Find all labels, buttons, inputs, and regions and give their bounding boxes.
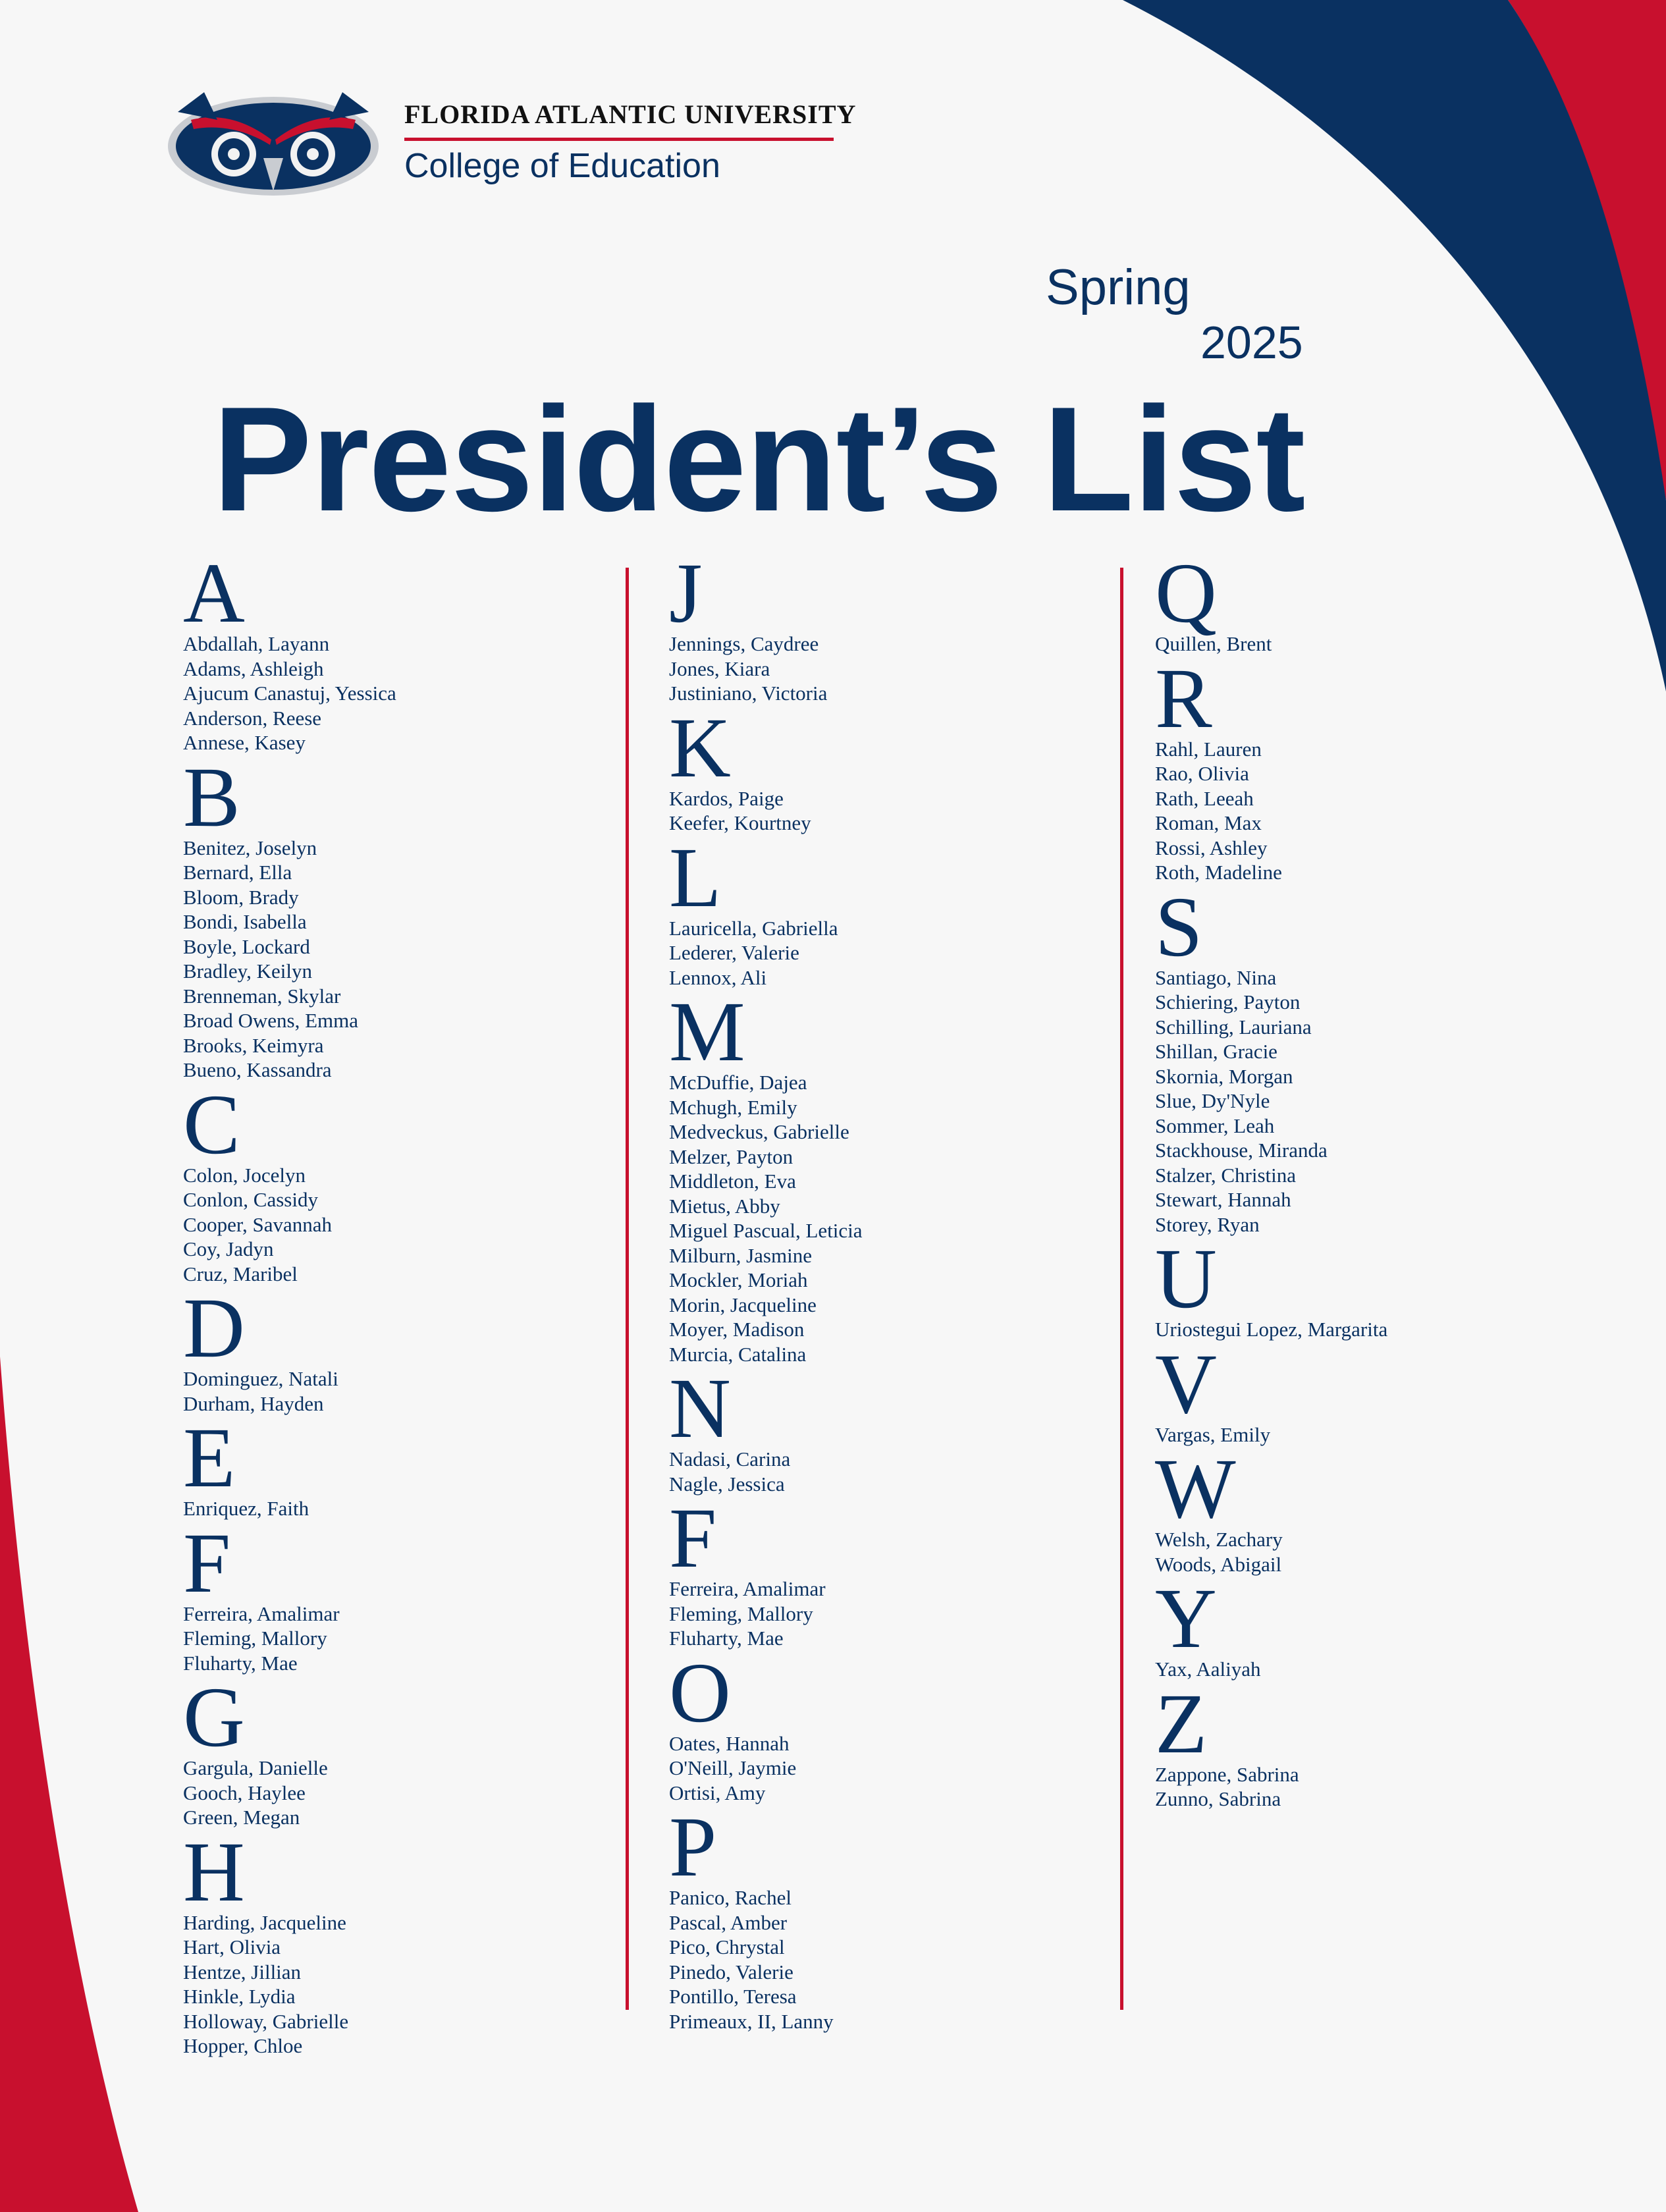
name-list: [669, 1885, 863, 2034]
student-name: Dominguez, Natali: [183, 1367, 338, 1390]
names-column-1: [183, 546, 396, 2064]
section-letter: V: [1155, 1336, 1217, 1432]
section-letter: M: [669, 985, 745, 1079]
student-name: Santiago, Nina: [1155, 965, 1277, 989]
name-list: [183, 632, 396, 755]
name-list: [669, 632, 863, 706]
student-name: Brenneman, Skylar: [183, 984, 341, 1008]
student-name: Boyle, Lockard: [183, 934, 310, 958]
section-letter: B: [183, 749, 240, 845]
student-name: Gargula, Danielle: [183, 1756, 328, 1779]
section-letter: D: [183, 1281, 245, 1376]
student-name: Quillen, Brent: [1155, 632, 1272, 655]
header-divider: [404, 138, 834, 141]
student-name: Ferreira, Amalimar: [669, 1577, 826, 1600]
student-name: Pontillo, Teresa: [669, 1985, 797, 2008]
student-name: Green, Megan: [183, 1806, 300, 1829]
student-name: Kardos, Paige: [669, 786, 784, 810]
student-name: Nadasi, Carina: [669, 1447, 791, 1470]
student-name: Fleming, Mallory: [183, 1627, 327, 1650]
letter-group: [1155, 651, 1387, 885]
student-name: Fluharty, Mae: [669, 1627, 784, 1650]
student-name: Holloway, Gabrielle: [183, 2009, 349, 2033]
student-name: Shillan, Gracie: [1155, 1040, 1277, 1063]
student-name: Bloom, Brady: [183, 885, 299, 909]
college-name: College of Education: [404, 147, 720, 185]
student-name: Roman, Max: [1155, 811, 1262, 834]
student-name: Jennings, Caydree: [669, 632, 819, 655]
letter-group: [1155, 1231, 1388, 1342]
term-year: 2025: [1200, 317, 1303, 368]
section-letter: Q: [1155, 546, 1217, 641]
student-name: Zunno, Sabrina: [1155, 1787, 1281, 1810]
student-name: Panico, Rachel: [669, 1886, 792, 1909]
student-name: Medveckus, Gabrielle: [669, 1120, 849, 1143]
student-name: Nagle, Jessica: [669, 1472, 785, 1496]
student-name: Sommer, Leah: [1155, 1114, 1275, 1137]
student-name: Schilling, Lauriana: [1155, 1015, 1312, 1039]
letter-group: [1155, 1676, 1387, 1812]
student-name: Broad Owens, Emma: [183, 1009, 359, 1032]
column-divider-1: [626, 568, 629, 2010]
student-name: Ajucum Canastuj, Yessica: [183, 682, 396, 705]
student-name: Mockler, Moriah: [669, 1268, 808, 1291]
student-name: Annese, Kasey: [183, 731, 306, 754]
letter-group: [1155, 879, 1387, 1237]
letter-group: [183, 749, 396, 1083]
student-name: Vargas, Emily: [1155, 1422, 1271, 1446]
section-letter: U: [1155, 1231, 1217, 1326]
letter-group: [669, 1645, 863, 1806]
student-name: Brooks, Keimyra: [183, 1033, 324, 1057]
student-name: Stackhouse, Miranda: [1155, 1139, 1328, 1162]
letter-group: [669, 1361, 863, 1496]
student-name: Rath, Leeah: [1155, 786, 1254, 810]
student-name: Conlon, Cassidy: [183, 1188, 318, 1211]
student-name: Fleming, Mallory: [669, 1602, 813, 1625]
student-name: O'Neill, Jaymie: [669, 1756, 797, 1779]
name-list: [183, 1910, 396, 2059]
letter-group: [669, 700, 863, 836]
student-name: Schiering, Payton: [1155, 990, 1301, 1013]
student-name: Slue, Dy'Nyle: [1155, 1089, 1270, 1112]
student-name: Miguel Pascual, Leticia: [669, 1219, 863, 1242]
student-name: Rao, Olivia: [1155, 762, 1249, 785]
section-letter: W: [1155, 1442, 1236, 1536]
student-name: Gooch, Haylee: [183, 1781, 306, 1804]
section-letter: L: [669, 830, 722, 925]
section-letter: N: [669, 1361, 731, 1456]
letter-group: [183, 1411, 396, 1521]
student-name: Jones, Kiara: [669, 657, 770, 680]
student-name: Hinkle, Lydia: [183, 1985, 296, 2008]
student-name: Pinedo, Valerie: [669, 1960, 793, 1983]
name-list: [1155, 737, 1387, 885]
column-divider-2: [1120, 568, 1123, 2010]
student-name: Pascal, Amber: [669, 1910, 788, 1934]
student-name: Lederer, Valerie: [669, 941, 799, 964]
student-name: Stewart, Hannah: [1155, 1188, 1291, 1211]
student-name: Woods, Abigail: [1155, 1552, 1282, 1576]
section-letter: G: [183, 1670, 245, 1765]
student-name: Morin, Jacqueline: [669, 1293, 817, 1316]
name-list: [1155, 1527, 1387, 1577]
section-letter: R: [1155, 651, 1212, 746]
student-name: Bradley, Keilyn: [183, 959, 312, 983]
section-letter: S: [1155, 879, 1203, 975]
name-list: [669, 1070, 863, 1366]
student-name: Yax, Aaliyah: [1155, 1658, 1261, 1681]
student-name: Roth, Madeline: [1155, 861, 1282, 884]
student-name: Skornia, Morgan: [1155, 1064, 1293, 1088]
student-name: Colon, Jocelyn: [183, 1163, 306, 1187]
name-list: [669, 1447, 863, 1496]
letter-group: [1155, 546, 1387, 657]
section-letter: Y: [1155, 1571, 1217, 1666]
student-name: Durham, Hayden: [183, 1391, 324, 1415]
student-name: Uriostegui Lopez, Margarita: [1155, 1318, 1388, 1341]
section-letter: K: [669, 700, 731, 796]
student-name: Cooper, Savannah: [183, 1212, 333, 1236]
section-letter: F: [669, 1491, 717, 1586]
letter-group: [669, 1800, 863, 2034]
letter-group: [669, 830, 863, 990]
name-list: [1155, 965, 1387, 1237]
student-name: Abdallah, Layann: [183, 632, 330, 655]
student-name: Rossi, Ashley: [1155, 836, 1268, 859]
student-name: Benitez, Joselyn: [183, 836, 317, 859]
student-name: Rahl, Lauren: [1155, 737, 1262, 761]
student-name: Ferreira, Amalimar: [183, 1602, 340, 1625]
student-name: Bernard, Ella: [183, 861, 292, 884]
student-name: Hart, Olivia: [183, 1935, 281, 1958]
term-season: Spring: [1046, 259, 1191, 315]
student-name: Middleton, Eva: [669, 1170, 796, 1193]
student-name: Anderson, Reese: [183, 706, 322, 730]
student-name: Mietus, Abby: [669, 1194, 780, 1218]
owl-head-logo: [165, 86, 382, 211]
student-name: Ortisi, Amy: [669, 1781, 766, 1804]
name-list: [669, 1577, 863, 1651]
letter-group: [183, 1281, 396, 1416]
student-name: Primeaux, II, Lanny: [669, 2009, 834, 2033]
student-name: Oates, Hannah: [669, 1731, 790, 1755]
letter-group: [669, 546, 863, 706]
letter-group: [183, 1670, 396, 1830]
student-name: Milburn, Jasmine: [669, 1243, 812, 1267]
student-name: Bondi, Isabella: [183, 910, 307, 933]
student-name: Lauricella, Gabriella: [669, 916, 838, 940]
letter-group: [183, 1515, 396, 1676]
student-name: Harding, Jacqueline: [183, 1910, 346, 1934]
student-name: Welsh, Zachary: [1155, 1528, 1283, 1551]
student-name: Hopper, Chloe: [183, 2034, 303, 2057]
student-name: Murcia, Catalina: [669, 1342, 807, 1366]
student-name: Melzer, Payton: [669, 1145, 793, 1168]
letter-group: [669, 985, 863, 1366]
student-name: Storey, Ryan: [1155, 1212, 1260, 1236]
name-list: [1155, 1762, 1387, 1812]
name-list: [183, 1756, 396, 1830]
section-letter: O: [669, 1645, 731, 1740]
section-letter: F: [183, 1515, 231, 1611]
student-name: Pico, Chrystal: [669, 1935, 785, 1958]
section-letter: A: [183, 546, 245, 641]
student-name: Justiniano, Victoria: [669, 682, 828, 705]
student-name: McDuffie, Dajea: [669, 1071, 807, 1094]
student-name: Adams, Ashleigh: [183, 657, 324, 680]
names-column-2: [669, 546, 863, 2039]
name-list: [183, 1163, 396, 1287]
student-name: Stalzer, Christina: [1155, 1163, 1296, 1187]
student-name: Bueno, Kassandra: [183, 1058, 332, 1081]
letter-group: [183, 1077, 396, 1287]
bottom-left-red-swoosh: [0, 1357, 138, 2212]
page-title: President’s List: [213, 375, 1305, 542]
name-list: [183, 836, 396, 1083]
name-list: [669, 1731, 863, 1806]
names-column-3: [1155, 546, 1388, 1817]
section-letter: C: [183, 1077, 240, 1172]
student-name: Hentze, Jillian: [183, 1960, 302, 1983]
section-letter: J: [669, 546, 703, 641]
section-letter: P: [669, 1800, 717, 1895]
student-name: Keefer, Kourtney: [669, 811, 811, 834]
student-name: Coy, Jadyn: [183, 1237, 274, 1260]
section-letter: Z: [1155, 1676, 1208, 1771]
letter-group: [1155, 1571, 1387, 1682]
name-list: [183, 1602, 396, 1676]
section-letter: H: [183, 1824, 245, 1920]
name-list: [669, 916, 863, 990]
student-name: Mchugh, Emily: [669, 1095, 797, 1119]
name-list: [183, 1366, 396, 1416]
letter-group: [1155, 1442, 1387, 1577]
student-name: Fluharty, Mae: [183, 1651, 298, 1675]
student-name: Zappone, Sabrina: [1155, 1762, 1299, 1786]
student-name: Moyer, Madison: [669, 1318, 805, 1341]
letter-group: [183, 1824, 396, 2059]
name-list: [669, 786, 863, 836]
letter-group: [1155, 1336, 1387, 1447]
student-name: Lennox, Ali: [669, 965, 767, 989]
student-name: Enriquez, Faith: [183, 1497, 309, 1520]
student-name: Cruz, Maribel: [183, 1262, 298, 1285]
section-letter: E: [183, 1411, 236, 1505]
letter-group: [183, 546, 396, 755]
university-name: FLORIDA ATLANTIC UNIVERSITY: [404, 99, 857, 129]
letter-group: [669, 1491, 863, 1651]
